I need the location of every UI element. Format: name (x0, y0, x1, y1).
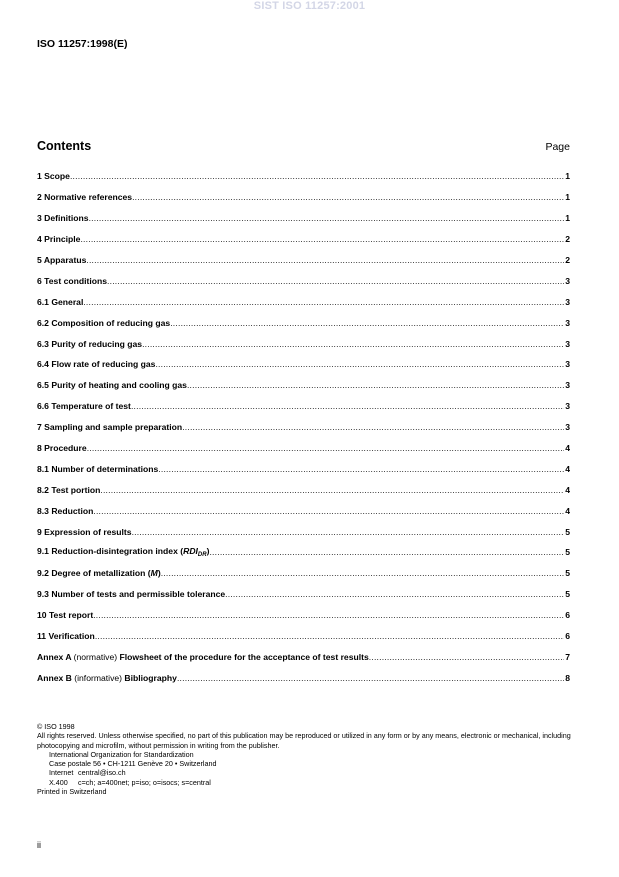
copyright-notice (37, 722, 577, 796)
toc-entry-page: 1 (565, 171, 570, 182)
dot-leader (100, 485, 564, 495)
x400-label: X.400 (49, 777, 68, 787)
toc-entry-title: 5 Apparatus (37, 255, 87, 265)
watermark: SIST ISO 11257:2001 (253, 0, 366, 12)
toc-entry[interactable] (37, 500, 570, 521)
toc-entry-title: 8 Procedure (37, 443, 87, 454)
toc-entry-page: 1 (565, 213, 570, 224)
toc-entry-title: 6.4 Flow rate of reducing gas (37, 359, 156, 370)
toc-entry-page: 5 (565, 526, 570, 537)
internet-label: Internet (49, 768, 74, 778)
copyright-line: © ISO 1998 (37, 722, 75, 731)
dot-leader (93, 610, 564, 620)
toc-entry[interactable] (37, 563, 570, 584)
page-number: ii (37, 840, 41, 850)
toc-entry[interactable] (37, 229, 570, 250)
toc-entry-title (37, 546, 209, 558)
toc-entry[interactable] (37, 396, 570, 417)
annex-title: Flowsheet of the procedure for the acceptance of test results (119, 651, 369, 662)
dot-leader (206, 546, 564, 557)
dot-leader (87, 443, 565, 453)
title-suffix: ) (157, 568, 161, 579)
toc-entry[interactable] (37, 291, 570, 312)
dot-leader (131, 401, 564, 411)
table-of-contents (37, 166, 570, 688)
rights-statement: All rights reserved. Unless otherwise specified, no part of this publication may be reproduced or utilized in any form or by any means, electronic or mechanical, including photocopying and microfilm, without permission in writing from the publisher. (37, 731, 571, 750)
toc-entry[interactable] (37, 667, 570, 688)
dot-leader (80, 234, 564, 244)
annex-kind: (informative) (74, 672, 123, 683)
toc-entry[interactable] (37, 521, 570, 542)
title-prefix: 9.2 Degree of metallization ( (37, 568, 151, 579)
dot-leader (170, 318, 564, 328)
toc-entry[interactable] (37, 375, 570, 396)
dot-leader (142, 339, 564, 349)
toc-entry[interactable] (37, 646, 570, 667)
toc-entry-title: 7 Sampling and sample preparation (37, 422, 183, 433)
toc-entry-title: 6.5 Purity of heating and cooling gas (37, 380, 187, 391)
toc-entry-page: 3 (565, 338, 570, 349)
toc-entry-page: 3 (565, 422, 570, 433)
toc-entry-page: 6 (565, 631, 570, 642)
toc-entry-title: 11 Verification (37, 631, 95, 642)
toc-entry-page: 5 (565, 589, 570, 600)
toc-entry-page: 4 (565, 484, 570, 495)
dot-leader (161, 568, 565, 578)
toc-entry-page: 3 (565, 401, 570, 412)
title-suffix: ) (206, 546, 210, 557)
dot-leader (89, 213, 565, 223)
toc-entry[interactable] (37, 187, 570, 208)
toc-entry[interactable] (37, 417, 570, 438)
toc-entry-page: 7 (565, 651, 570, 662)
toc-entry[interactable] (37, 166, 570, 187)
annex-label: Annex A (37, 651, 72, 662)
toc-entry-page: 1 (565, 192, 570, 203)
toc-entry[interactable] (37, 250, 570, 271)
x400-value: c=ch; a=400net; p=iso; o=isocs; s=central (78, 777, 211, 787)
toc-entry-page: 5 (565, 547, 570, 558)
toc-entry[interactable] (37, 354, 570, 375)
toc-entry[interactable] (37, 458, 570, 479)
toc-entry-title (37, 673, 177, 683)
toc-entry-page: 4 (565, 443, 570, 454)
toc-entry-page: 4 (565, 463, 570, 474)
org-name: International Organization for Standardization (49, 749, 194, 759)
toc-entry-title: 6.2 Composition of reducing gas (37, 317, 171, 328)
toc-entry-page: 3 (565, 296, 570, 307)
dot-leader (132, 527, 565, 537)
title-symbol: M (150, 568, 158, 579)
toc-entry[interactable] (37, 438, 570, 459)
toc-entry-title: 4 Principle (37, 234, 81, 245)
toc-entry-page: 4 (565, 505, 570, 516)
toc-entry-title: 9 Expression of results (37, 526, 132, 537)
page-column-label: Page (545, 141, 570, 153)
toc-entry-title (37, 652, 369, 662)
annex-label: Annex B (37, 672, 72, 683)
toc-entry[interactable] (37, 542, 570, 563)
x400-row (49, 778, 577, 787)
dot-leader (182, 422, 564, 432)
title-prefix: 9.1 Reduction-disintegration index ( (37, 546, 184, 557)
dot-leader (187, 380, 564, 390)
toc-entry-page: 3 (565, 275, 570, 286)
toc-entry-page: 8 (565, 672, 570, 683)
dot-leader (107, 276, 564, 286)
toc-entry[interactable] (37, 333, 570, 354)
toc-entry-title: 6.1 General (37, 296, 84, 307)
title-symbol: RDI (183, 546, 198, 557)
title-subscript: DR (197, 552, 207, 559)
toc-entry[interactable] (37, 312, 570, 333)
toc-entry-page: 6 (565, 610, 570, 621)
toc-entry-title: 2 Normative references (37, 192, 133, 203)
toc-entry[interactable] (37, 626, 570, 647)
toc-entry[interactable] (37, 479, 570, 500)
toc-entry[interactable] (37, 270, 570, 291)
dot-leader (225, 589, 564, 599)
dot-leader (93, 506, 564, 516)
toc-entry[interactable] (37, 584, 570, 605)
dot-leader (177, 673, 564, 683)
annex-kind: (normative) (73, 651, 118, 662)
dot-leader (83, 297, 564, 307)
toc-entry[interactable] (37, 605, 570, 626)
toc-entry-title: 3 Definitions (37, 213, 89, 224)
dot-leader (70, 171, 564, 181)
publisher-address (49, 750, 577, 787)
toc-entry-title: 6 Test conditions (37, 275, 108, 286)
toc-entry-title: 1 Scope (37, 171, 70, 182)
postal-address: Case postale 56 • CH-1211 Genève 20 • Switzerland (49, 759, 217, 769)
toc-entry-title: 8.3 Reduction (37, 505, 94, 516)
toc-entry-title: 8.2 Test portion (37, 484, 101, 495)
toc-entry-title: 10 Test report (37, 610, 94, 621)
dot-leader (155, 359, 564, 369)
toc-entry-page: 3 (565, 317, 570, 328)
toc-entry-title: 9.3 Number of tests and permissible tolerance (37, 589, 226, 600)
dot-leader (369, 652, 564, 662)
document-id: ISO 11257:1998(E) (37, 38, 128, 50)
dot-leader (86, 255, 564, 265)
toc-entry[interactable] (37, 208, 570, 229)
toc-entry-page: 2 (565, 234, 570, 245)
dot-leader (132, 192, 564, 202)
toc-entry-title: 6.6 Temperature of test (37, 401, 131, 412)
toc-entry-title (37, 568, 161, 578)
toc-entry-page: 3 (565, 380, 570, 391)
toc-entry-page: 5 (565, 568, 570, 579)
annex-title: Bibliography (124, 672, 177, 683)
printed-in: Printed in Switzerland (37, 787, 107, 797)
toc-entry-page: 2 (565, 255, 570, 265)
toc-entry-title: 6.3 Purity of reducing gas (37, 338, 143, 349)
internet-row (49, 768, 577, 777)
dot-leader (95, 631, 564, 641)
toc-entry-title: 8.1 Number of determinations (37, 463, 159, 474)
contents-title: Contents (37, 139, 92, 153)
contents-header (37, 139, 570, 153)
dot-leader (158, 464, 564, 474)
internet-value: central@iso.ch (78, 768, 126, 778)
toc-entry-page: 3 (565, 359, 570, 370)
